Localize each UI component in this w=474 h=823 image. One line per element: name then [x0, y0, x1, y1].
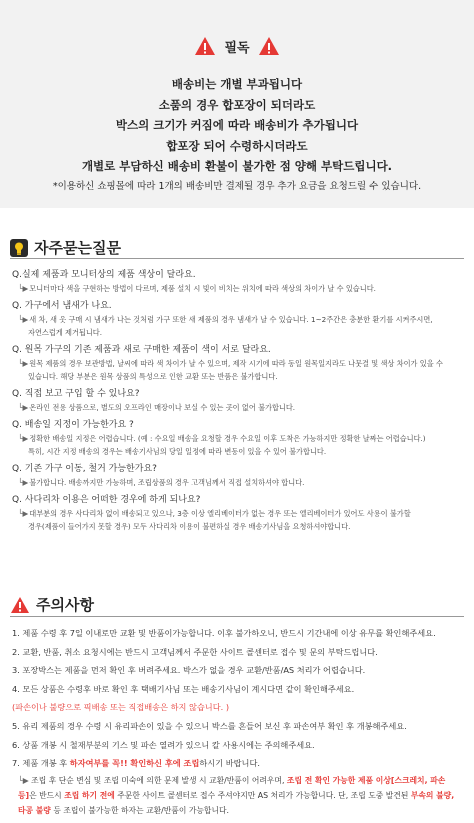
faq-question: Q. 직접 보고 구입 할 수 있나요? — [12, 389, 140, 399]
caution-item — [12, 754, 466, 773]
caution-item-text: 7. 제품 개봉 후 — [12, 758, 70, 769]
faq-divider — [10, 258, 464, 259]
notice-line: 배송비는 개별 부과됩니다 — [171, 77, 303, 91]
notice-body — [0, 74, 474, 177]
faq-question: Q. 원목 가구의 기존 제품과 새로 구매한 제품이 색이 서로 달라요. — [12, 345, 271, 355]
faq-item — [12, 300, 464, 339]
caution-item: 3. 포장박스는 제품을 먼저 확인 후 버려주세요. 박스가 없을 경우 교환/반품/AS 처리가 어렵습니다. — [12, 665, 366, 676]
subnote-text: 등 조립이 불가능한 하자는 교환/반품이 가능합니다. — [50, 805, 229, 815]
faq-answer: └▶대부분의 경우 사다리차 없이 배송되고 있으나, 3층 이상 엘리베이터가 없는 경우 또는 엘리베이터가 있어도 사용이 불가할 경우(제품이 들어가지 못할 경우) 모두 사다리차 이용이 불편하실 경우 배송기사님을 요청하셔야합니다. — [12, 507, 464, 533]
caution-item-highlight: 하자여부를 꼭!! 확인하신 후에 조립 — [69, 758, 200, 769]
caution-red-note: (파손이나 불량으로 픽배송 또는 직접배송은 하지 않습니다. ) — [12, 702, 230, 713]
faq-answer: └▶온라인 전용 상품으로, 별도의 오프라인 매장이나 보실 수 있는 곳이 없어 불가합니다. — [18, 403, 296, 412]
faq-answer: └▶원목 제품의 경우 보관방법, 날씨에 따라 색 차이가 날 수 있으며, 제작 시기에 따라 동일 원목일지라도 나뭇결 및 색상 차이가 있을 수 있습니다. 해당 부분은 원목 상품의 특성으로 인한 교환 또는 반품은 불가합니다. — [12, 357, 464, 383]
faq-question: Q. 배송일 지정이 가능한가요 ? — [12, 420, 134, 430]
subnote-text: 조립 후 단순 변심 및 조립 미숙에 의한 문제 발생 시 교환/반품이 어려우며, — [31, 775, 287, 785]
faq-item — [12, 494, 464, 533]
faq-question: Q. 가구에서 냄새가 나요. — [12, 301, 112, 311]
subnote-highlight: 조립 하기 전에 — [64, 790, 115, 800]
faq-answer-line: 대부분의 경우 사다리차 없이 배송되고 있으나, 3층 이상 엘리베이터가 없는 경우 또는 엘리베이터가 있어도 사용이 불가할 — [29, 509, 411, 518]
subnote-highlight: 타공 불량 — [18, 805, 51, 815]
faq-answer-line: 자연스럽게 제거됩니다. — [28, 328, 103, 337]
faq-answer-line: 특히, 시간 지정 배송의 경우는 배송기사님의 당일 일정에 따라 변동이 있을 수 있어 불가합니다. — [28, 447, 327, 456]
faq-item — [12, 344, 464, 383]
caution-title: 주의사항 — [36, 596, 94, 614]
subnote-highlight: 부속의 불량, — [410, 790, 455, 800]
caution-item-text: 4. 모든 상품은 수령후 바로 확인 후 택배기사님 또는 배송기사님이 계시다면 같이 확인해주세요. — [12, 683, 355, 694]
caution-item: 6. 상품 개봉 시 철재부분의 기스 및 파손 열려가 있으니 칼 사용시에는 주의해주세요. — [12, 739, 315, 750]
lightbulb-icon — [10, 239, 28, 257]
subnote-highlight: 등] — [18, 790, 30, 800]
notice-box — [0, 0, 474, 208]
notice-footnote: *이용하신 쇼핑몰에 따라 1개의 배송비만 결제될 경우 추가 요금을 요청드릴 수 있습니다. — [52, 181, 422, 192]
faq-question: Q.실제 제품과 모니터상의 제품 색상이 달라요. — [12, 270, 196, 280]
faq-answer: └▶정확한 배송일 지정은 어렵습니다. (예 : 수요일 배송을 요청할 경우 수요일 이후 도착은 가능하지만 정확한 날짜는 어렵습니다.) 특히, 시간 지정 배송의 경우는 배송기사님의 당일 일정에 따라 변동이 있을 수 있어 불가합니다. — [12, 432, 464, 458]
faq-answer-line: 원목 제품의 경우 보관방법, 날씨에 따라 색 차이가 날 수 있으며, 제작 시기에 따라 동일 원목일지라도 나뭇결 및 색상 차이가 있을 수 — [29, 359, 443, 368]
caution-item: 1. 제품 수령 후 7일 이내로만 교환 및 반품이가능합니다. 이후 불가하오니, 반드시 기간내에 이상 유무를 확인해주세요. — [12, 628, 436, 638]
faq-answer-line: 정확한 배송일 지정은 어렵습니다. (예 : 수요일 배송을 요청할 경우 수요일 이후 도착은 가능하지만 정확한 날짜는 어렵습니다.) — [29, 434, 426, 443]
subnote-text: 주문한 사이트 콜센터로 접수 주셔야지만 AS 처리가 가능합니다. 단, 조립 도중 발견된 — [114, 790, 411, 800]
warning-icon — [10, 596, 30, 614]
faq-list — [12, 264, 464, 533]
caution-item — [12, 680, 466, 699]
notice-header — [0, 34, 474, 58]
notice-line: 개별로 부담하신 배송비 환불이 불가한 점 양해 부탁드립니다. — [81, 159, 393, 173]
faq-answer: └▶모니터마다 색을 구현하는 방법이 다르며, 제품 설치 시 빛이 비치는 위치에 따라 색상의 차이가 날 수 있습니다. — [18, 284, 376, 293]
caution-subnote: └▶ 조립 후 단순 변심 및 조립 미숙에 의한 문제 발생 시 교환/반품이 어려우며, 조립 전 확인 가능한 제품 이상[스크레치, 파손 등]은 반드시 조립 하기 전에 주문한 사이트 콜센터로 접수 주셔야지만 AS 처리가 가능합니다. 단, 조립 도중 발견된 부속의 불량, 타공 불량 등 조립이 불가능한 하자는 교환/반품이 가능합니다. — [18, 775, 455, 815]
faq-answer-line: 경우(제품이 들어가지 못할 경우) 모두 사다리차 이용이 불편하실 경우 배송기사님을 요청하셔야합니다. — [28, 522, 351, 531]
faq-item — [12, 388, 464, 414]
faq-answer: └▶불가합니다. 배송까지만 가능하며, 조립상품의 경우 고객님께서 직접 설치하셔야 합니다. — [18, 478, 305, 487]
faq-item — [12, 269, 464, 295]
caution-header — [10, 594, 94, 615]
notice-line: 소품의 경우 합포장이 되더라도 — [158, 97, 316, 112]
faq-question: Q. 기존 가구 이동, 철거 가능한가요? — [12, 464, 157, 474]
caution-item: 5. 유리 제품의 경우 수령 시 유리파손이 있을 수 있으니 박스를 흔들어 보신 후 파손여부 확인 후 개봉해주세요. — [12, 720, 407, 731]
faq-item — [12, 463, 464, 489]
subnote-text: 은 반드시 — [29, 790, 65, 800]
faq-answer-line: 불가합니다. 배송까지만 가능하며, 조립상품의 경우 고객님께서 직접 설치하셔야 합니다. — [29, 478, 305, 487]
faq-title: 자주묻는질문 — [34, 239, 121, 257]
warning-icon — [258, 36, 280, 56]
faq-question: Q. 사다리차 이용은 어떠한 경우에 하게 되나요? — [12, 495, 201, 505]
notice-line: 합포장 되어 수령하시더라도 — [166, 138, 308, 153]
faq-item — [12, 419, 464, 458]
faq-header — [10, 237, 121, 258]
faq-answer-line: 모니터마다 색을 구현하는 방법이 다르며, 제품 설치 시 빛이 비치는 위치에 따라 색상의 차이가 날 수 있습니다. — [29, 284, 376, 293]
faq-answer-line: 있습니다. 해당 부분은 원목 상품의 특성으로 인한 교환 또는 반품은 불가합니다. — [28, 372, 278, 381]
faq-answer-line: 온라인 전용 상품으로, 별도의 오프라인 매장이나 보실 수 있는 곳이 없어 불가합니다. — [29, 403, 296, 412]
notice-line: 박스의 크기가 커짐에 따라 배송비가 추가됩니다 — [115, 118, 359, 132]
notice-title: 필독 — [224, 40, 250, 56]
warning-icon — [194, 36, 216, 56]
caution-list — [12, 624, 466, 818]
caution-divider — [10, 616, 464, 617]
faq-answer-line: 새 차, 새 옷 구매 시 냄새가 나는 것처럼 가구 또한 새 제품의 경우 냄새가 날 수 있습니다. 1~2주간은 충분한 환기를 시켜주시면, — [29, 315, 433, 324]
subnote-highlight: 조립 전 확인 가능한 제품 이상[스크레치, 파손 — [286, 775, 446, 785]
faq-answer: └▶새 차, 새 옷 구매 시 냄새가 나는 것처럼 가구 또한 새 제품의 경우 냄새가 날 수 있습니다. 1~2주간은 충분한 환기를 시켜주시면, 자연스럽게 제거됩니다. — [12, 313, 464, 339]
caution-item: 2. 교환, 반품, 취소 요청시에는 반드시 고객님께서 주문한 사이트 콜센터로 접수 및 문의 부탁드립니다. — [12, 646, 378, 657]
caution-item-text: 하시기 바랍니다. — [199, 758, 260, 769]
